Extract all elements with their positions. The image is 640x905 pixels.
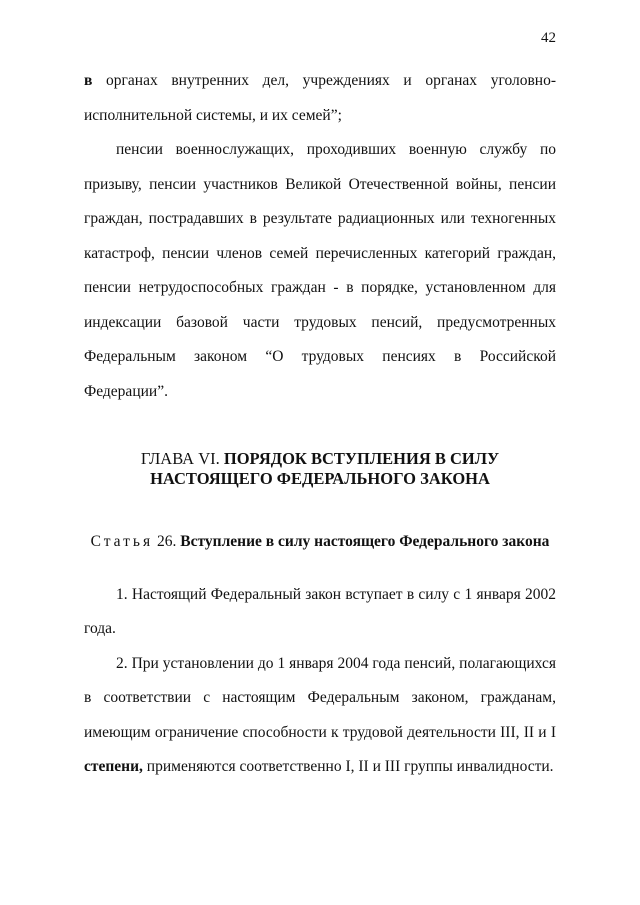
clause-1: 1. Настоящий Федеральный закон вступает в силу с 1 января 2002 года. [84, 585, 556, 637]
article-title: Вступление в силу настоящего Федерального закона [180, 533, 550, 550]
chapter-title: ПОРЯДОК ВСТУПЛЕНИЯ В СИЛУ НАСТОЯЩЕГО ФЕДЕРАЛЬНОГО ЗАКОНА [150, 449, 500, 488]
chapter-heading [84, 449, 556, 489]
clause-2 [84, 647, 556, 785]
article-number: 26. [157, 533, 177, 550]
document-body [84, 64, 556, 785]
paragraph-pension-categories: пенсии военнослужащих, проходивших военную службу по призыву, пенсии участников Великой Отечественной войны, пенсии граждан, пострадавших в результате радиационных или техногенных катастроф, пенсии членов семей перечисленных категорий граждан, пенсии нетрудоспособных граждан - в порядке, установленном для индексации базовой части трудовых пенсий, предусмотренных Федеральным законом “О трудовых пенсиях в Российской Федерации”. [84, 141, 556, 400]
paragraph-continuation [84, 64, 556, 133]
paragraph-continuation-text: органах внутренних дел, учреждениях и органах уголовно-исполнительной системы, и их семей”; [84, 72, 556, 124]
article-heading [84, 525, 556, 560]
page-number: 42 [541, 30, 556, 46]
clause-2-tail: применяются соответственно I, II и III группы инвалидности. [142, 758, 554, 775]
chapter-label: ГЛАВА VI. [140, 449, 220, 468]
clause-2-text: 2. При установлении до 1 января 2004 года пенсий, полагающихся в соответствии с настоящим Федеральным законом, гражданам, имеющим ограничение способности к трудовой деятельности III, II и I [84, 654, 556, 741]
article-word: Статья [90, 533, 154, 550]
paragraph-lead-word: в [84, 72, 93, 89]
clause-2-emphasis: степени, [84, 758, 143, 775]
